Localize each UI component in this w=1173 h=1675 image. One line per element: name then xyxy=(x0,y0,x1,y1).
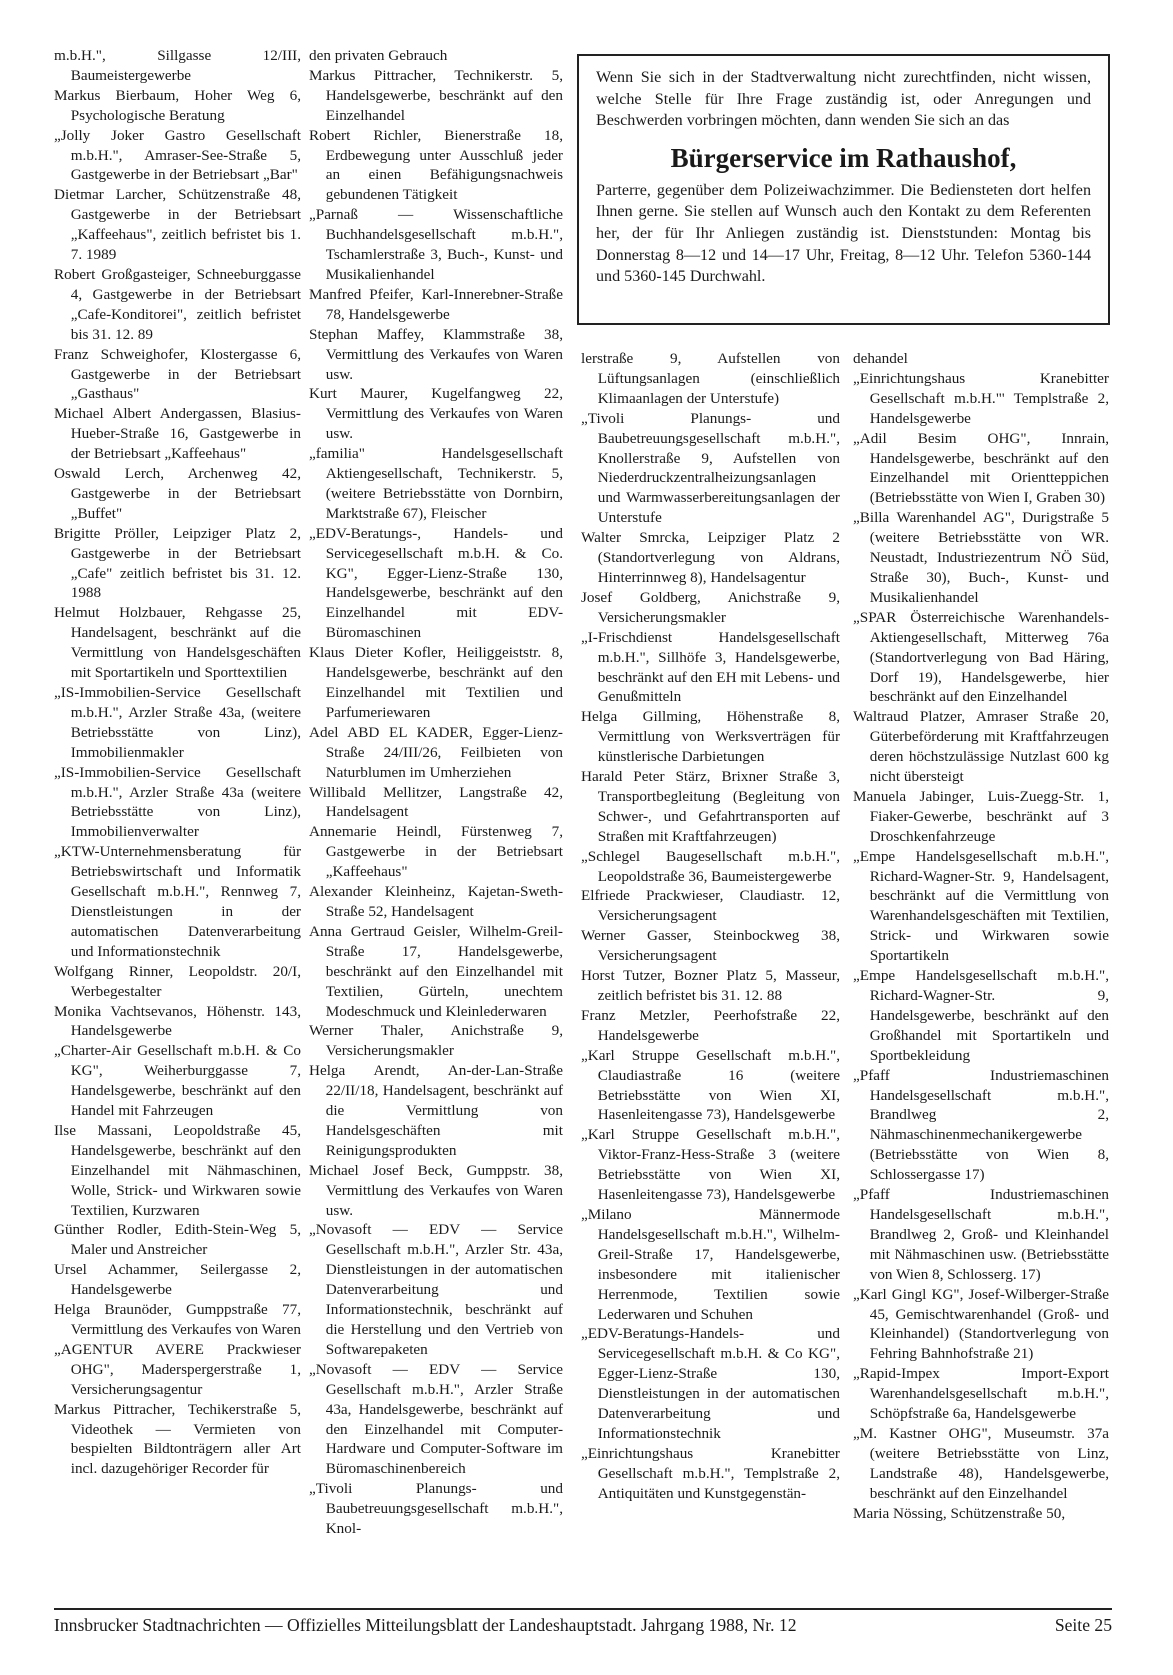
register-entry: „Novasoft — EDV — Service Gesellschaft m.b.H.", Arzler Str. 43a, Dienstleistungen in der automatischen Datenverarbeitung und Informationstechnik, beschränkt auf die Herstellung und den Vertrieb von Softwarepaketen xyxy=(309,1221,563,1358)
register-entry: Klaus Dieter Kofler, Heiliggeiststr. 8, Handelsgewerbe, beschränkt auf den Einzelhandel mit Textilien und Parfumeriewaren xyxy=(309,644,563,721)
register-entry: Franz Metzler, Peerhofstraße 22, Handelsgewerbe xyxy=(581,1006,840,1044)
register-entry: Markus Bierbaum, Hoher Weg 6, Psychologische Beratung xyxy=(54,86,301,124)
register-entry: Michael Albert Andergassen, Blasius-Hueber-Straße 16, Gastgewerbe in der Betriebsart „Kaffeehaus" xyxy=(54,405,301,463)
register-entry: Markus Pittracher, Technikerstr. 5, Handelsgewerbe, beschränkt auf den Einzelhandel xyxy=(309,66,563,124)
page-number: Seite 25 xyxy=(1054,1615,1112,1635)
column-4 xyxy=(853,349,1109,1523)
register-entry: Willibald Mellitzer, Langstraße 42, Handelsagent xyxy=(309,783,563,821)
register-entry: „Pfaff Industriemaschinen Handelsgesellschaft m.b.H.", Brandlweg 2, Groß- und Kleinhandel mit Nähmaschinen usw. (Betriebsstätte von Wien 8, Schlosserg. 17) xyxy=(853,1186,1109,1283)
register-entry: „Billa Warenhandel AG", Durigstraße 5 (weitere Betriebsstätte von WR. Neustadt, Industriezentrum NÖ Süd, Straße 30), Buch-, Kunst- und Musikalienhandel xyxy=(853,509,1109,606)
register-entry: Dietmar Larcher, Schützenstraße 48, Gastgewerbe in der Betriebsart „Kaffeehaus", zeitlich befristet bis 1. 7. 1989 xyxy=(54,186,301,264)
register-entry: Kurt Maurer, Kugelfangweg 22, Vermittlung des Verkaufes von Waren usw. xyxy=(309,385,563,443)
register-entry: „IS-Immobilien-Service Gesellschaft m.b.H.", Arzler Straße 43a, (weitere Betriebsstätte von Linz), Immobilienmakler xyxy=(54,684,301,761)
info-box xyxy=(577,54,1110,325)
register-entry: „Einrichtungshaus Kranebitter Gesellschaft m.b.H.", Templstraße 2, Antiquitäten und Kunstgegenstän- xyxy=(581,1444,840,1502)
register-entry: „Novasoft — EDV — Service Gesellschaft m.b.H.", Arzler Straße 43a, Handelsgewerbe, beschränkt auf den Einzelhandel mit Computer-Hardware und Computer-Software im Büromaschinenbereich xyxy=(309,1360,563,1478)
info-box-heading: Bürgerservice im Rathaushof, xyxy=(670,142,1017,173)
info-box-body: Parterre, gegenüber dem Polizeiwachzimmer. Die Bediensteten dort helfen Ihnen gerne. Sie stellen auf Wunsch auch den Kontakt zu dem Referenten her, der für Ihr Anliegen zuständig ist. Dienststunden: Montag bis Donnerstag 8—12 und 14—17 Uhr, Freitag, 8—12 Uhr. Telefon 5360-144 und 5360-145 Durchwahl. xyxy=(596,181,1091,286)
register-entry: „Karl Gingl KG", Josef-Wilberger-Straße 45, Gemischtwarenhandel (Groß- und Kleinhandel) (Standortverlegung von Fehring Bahnhofstraße 21) xyxy=(853,1285,1109,1363)
register-entry: Werner Thaler, Anichstraße 9, Versicherungsmakler xyxy=(309,1022,563,1060)
register-entry: Adel ABD EL KADER, Egger-Lienz-Straße 24/III/26, Feilbieten von Naturblumen im Umherziehen xyxy=(309,723,563,781)
register-entry: „Schlegel Baugesellschaft m.b.H.", Leopoldstraße 36, Baumeistergewerbe xyxy=(581,847,840,885)
register-entry: Robert Großgasteiger, Schneeburggasse 4, Gastgewerbe in der Betriebsart „Cafe-Konditorei", zeitlich befristet bis 31. 12. 89 xyxy=(54,265,301,343)
register-entry: „EDV-Beratungs-, Handels- und Servicegesellschaft m.b.H. & Co. KG", Egger-Lienz-Straße 130, Handelsgewerbe, beschränkt auf den Einzelhandel mit EDV-Büromaschinen xyxy=(309,524,563,642)
register-entry: dehandel xyxy=(853,350,908,367)
register-entry: Annemarie Heindl, Fürstenweg 7, Gastgewerbe in der Betriebsart „Kaffeehaus" xyxy=(309,823,563,881)
register-entry: Anna Gertraud Geisler, Wilhelm-Greil-Straße 17, Handelsgewerbe, beschränkt auf den Einzelhandel mit Textilien, Gürteln, unechtem Modeschmuck und Kleinlederwaren xyxy=(309,922,563,1020)
register-entry: Wolfgang Rinner, Leopoldstr. 20/I, Werbegestalter xyxy=(54,962,301,1000)
register-entry: Harald Peter Stärz, Brixner Straße 3, Transportbegleitung (Begleitung von Schwer-, und Gefahrtransporten auf Straßen mit Kraftfahrzeugen) xyxy=(581,768,840,845)
register-entry: „I-Frischdienst Handelsgesellschaft m.b.H.", Sillhöfe 3, Handelsgewerbe, beschränkt auf den EH mit Lebens- und Genußmitteln xyxy=(581,628,840,706)
column-1 xyxy=(54,46,301,1479)
register-entry: „Einrichtungshaus Kranebitter Gesellschaft m.b.H."' Templstraße 2, Handelsgewerbe xyxy=(853,369,1109,427)
register-entry: Manuela Jabinger, Luis-Zuegg-Str. 1, Fiaker-Gewerbe, beschränkt auf 3 Droschkenfahrzeuge xyxy=(853,787,1109,845)
register-entry: Helga Gillming, Höhenstraße 8, Vermittlung von Werksverträgen für künstlerische Darbietungen xyxy=(581,708,840,766)
register-entry: „IS-Immobilien-Service Gesellschaft m.b.H.", Arzler Straße 43a (weitere Betriebsstätte von Linz), Immobilienverwalter xyxy=(54,763,301,841)
register-entry: „Jolly Joker Gastro Gesellschaft m.b.H.", Amraser-See-Straße 5, Gastgewerbe in der Betriebsart „Bar" xyxy=(54,126,301,184)
register-entry: „Tivoli Planungs- und Baubetreuungsgesellschaft m.b.H.", Knol- xyxy=(309,1480,563,1538)
register-entry: Horst Tutzer, Bozner Platz 5, Masseur, zeitlich befristet bis 31. 12. 88 xyxy=(581,967,840,1004)
register-entry: „familia" Handelsgesellschaft Aktiengesellschaft, Technikerstr. 5, (weitere Betriebsstätte von Dornbirn, Marktstraße 67), Fleischer xyxy=(309,445,563,522)
register-entry: „EDV-Beratungs-Handels- und Servicegesellschaft m.b.H. & Co KG", Egger-Lienz-Straße 130, Dienstleistungen in der automatischen Datenverarbeitung und Informationstechnik xyxy=(581,1325,840,1442)
register-entry: „Adil Besim OHG", Innrain, Handelsgewerbe, beschränkt auf den Einzelhandel mit Orientteppichen (Betriebsstätte von Wien I, Graben 30) xyxy=(853,429,1109,507)
register-entry: Helga Braunöder, Gumppstraße 77, Vermittlung des Verkaufes von Waren xyxy=(54,1301,301,1338)
register-entry: Maria Nössing, Schützenstraße 50, xyxy=(853,1504,1066,1522)
register-entry: Helmut Holzbauer, Rehgasse 25, Handelsagent, beschränkt auf die Vermittlung von Handelsgeschäften mit Sportartikeln und Sporttextilien xyxy=(54,604,301,682)
register-entry: „KTW-Unternehmensberatung für Betriebswirtschaft und Informatik Gesellschaft m.b.H.", Rennweg 7, Dienstleistungen in der automatischen Datenverarbeitung und Informationstechnik xyxy=(54,843,301,960)
register-entry: Elfriede Prackwieser, Claudiastr. 12, Versicherungsagent xyxy=(581,887,840,925)
register-entry: „Empe Handelsgesellschaft m.b.H.", Richard-Wagner-Str. 9, Handelsagent, beschränkt auf die Vermittlung von Warenhandelsgeschäften mit Textilien, Strick- und Wirkwaren sowie Sportartikeln xyxy=(853,847,1109,965)
register-entry: „M. Kastner OHG", Museumstr. 37a (weitere Betriebsstätte von Linz, Landstraße 48), Handelsgewerbe, beschränkt auf den Einzelhandel xyxy=(853,1424,1109,1502)
register-entry: Oswald Lerch, Archenweg 42, Gastgewerbe in der Betriebsart „Buffet" xyxy=(54,465,301,522)
column-3 xyxy=(581,349,840,1504)
register-entry: „Pfaff Industriemaschinen Handelsgesellschaft m.b.H.", Brandlweg 2, Nähmaschinenmechanikergewerbe (Betriebsstätte von Wien 8, Schlossergasse 17) xyxy=(853,1066,1109,1184)
register-entry: Michael Josef Beck, Gumppstr. 38, Vermittlung des Verkaufes von Waren usw. xyxy=(309,1161,563,1219)
info-box-intro: Wenn Sie sich in der Stadtverwaltung nicht zurechtfinden, nicht wissen, welche Stelle für Ihre Frage zuständig ist, oder Anregungen und Beschwerden vorbringen möchten, dann wenden Sie sich an das xyxy=(596,69,1091,130)
register-entry: „Rapid-Impex Import-Export Warenhandelsgesellschaft m.b.H.", Schöpfstraße 6a, Handelsgewerbe xyxy=(853,1365,1109,1423)
register-entry: Monika Vachtsevanos, Höhenstr. 143, Handelsgewerbe xyxy=(54,1002,301,1040)
register-entry: Stephan Maffey, Klammstraße 38, Vermittlung des Verkaufes von Waren usw. xyxy=(309,325,563,383)
register-entry: „AGENTUR AVERE Prackwieser OHG", Maderspergerstraße 1, Versicherungsagentur xyxy=(54,1340,301,1398)
register-entry: Günther Rodler, Edith-Stein-Weg 5, Maler und Anstreicher xyxy=(54,1221,301,1259)
register-entry: Josef Goldberg, Anichstraße 9, Versicherungsmakler xyxy=(581,588,840,626)
register-entry: „Karl Struppe Gesellschaft m.b.H.", Viktor-Franz-Hess-Straße 3 (weitere Betriebsstätte von Wien XI, Hasenleitengasse 73), Handelsgewerbe xyxy=(581,1126,840,1204)
register-entry: Markus Pittracher, Techikerstraße 5, Videothek — Vermieten von bespielten Bildtonträgern aller Art incl. dazugehöriger Recorder für xyxy=(54,1400,301,1478)
footer-rule xyxy=(54,1608,1112,1610)
register-entry: „Karl Struppe Gesellschaft m.b.H.", Claudiastraße 16 (weitere Betriebsstätte von Wien XI, Hasenleitengasse 73), Handelsgewerbe xyxy=(581,1046,840,1124)
column-2 xyxy=(309,46,563,1539)
register-entry: Walter Smrcka, Leipziger Platz 2 (Standortverlegung von Aldrans, Hinterrinnweg 8), Handelsagentur xyxy=(581,529,840,586)
register-entry: Brigitte Pröller, Leipziger Platz 2, Gastgewerbe in der Betriebsart „Cafe" zeitlich befristet bis 31. 12. 1988 xyxy=(54,524,301,602)
publication-title: Innsbrucker Stadtnachrichten — Offizielles Mitteilungsblatt der Landeshauptstadt. Jahrgang 1988, Nr. 12 xyxy=(54,1615,797,1635)
register-entry: Helga Arendt, An-der-Lan-Straße 22/II/18, Handelsagent, beschränkt auf die Vermittlung von Handelsgeschäften mit Reinigungsprodukten xyxy=(309,1062,563,1159)
register-entry: Werner Gasser, Steinbockweg 38, Versicherungsagent xyxy=(581,927,840,965)
register-entry: „Empe Handelsgesellschaft m.b.H.", Richard-Wagner-Str. 9, Handelsgewerbe, beschränkt auf den Großhandel mit Sportartikeln und Sportbekleidung xyxy=(853,967,1109,1064)
register-entry: Ilse Massani, Leopoldstraße 45, Handelsgewerbe, beschränkt auf den Einzelhandel mit Nähmaschinen, Wolle, Strick- und Wirkwaren sowie Textilien, Kurzwaren xyxy=(54,1121,301,1219)
register-entry: „Charter-Air Gesellschaft m.b.H. & Co KG", Weiherburggasse 7, Handelsgewerbe, beschränkt auf den Handel mit Fahrzeugen xyxy=(54,1042,301,1120)
register-entry: „Tivoli Planungs- und Baubetreuungsgesellschaft m.b.H.", Knollerstraße 9, Aufstellen von Niederdruckzentralheizungsanlagen und Warmwasserbereitungsanlagen der Unterstufe xyxy=(581,409,840,527)
register-entry: Waltraud Platzer, Amraser Straße 20, Güterbeförderung mit Kraftfahrzeugen deren höchstzulässige Nutzlast 600 kg nicht übersteigt xyxy=(853,708,1109,786)
register-entry: „Parnaß — Wissenschaftliche Buchhandelsgesellschaft m.b.H.", Tschamlerstraße 3, Buch-, Kunst- und Musikalienhandel xyxy=(309,206,563,283)
register-entry: lerstraße 9, Aufstellen von Lüftungsanlagen (einschließlich Klimaanlagen der Unterstufe) xyxy=(581,350,840,407)
register-entry: Franz Schweighofer, Klostergasse 6, Gastgewerbe in der Betriebsart „Gasthaus" xyxy=(54,345,301,403)
register-entry: den privaten Gebrauch xyxy=(309,47,448,64)
register-entry: „Milano Männermode Handelsgesellschaft m.b.H.", Wilhelm-Greil-Straße 17, Handelsgewerbe, insbesondere mit italienischer Herrenmode, Textilien sowie Lederwaren und Schuhen xyxy=(581,1205,840,1323)
register-entry: Robert Richler, Bienerstraße 18, Erdbewegung unter Ausschluß jeder an einen Befähigungsnachweis gebundenen Tätigkeit xyxy=(309,126,563,204)
register-entry: m.b.H.", Sillgasse 12/III, Baumeistergewerbe xyxy=(54,47,301,84)
register-entry: Alexander Kleinheinz, Kajetan-Sweth-Straße 52, Handelsagent xyxy=(309,883,563,920)
register-entry: „SPAR Österreichische Warenhandels-Aktiengesellschaft, Mitterweg 76a (Standortverlegung von Bad Häring, Dorf 19), Handelsgewerbe, hier beschränkt auf den Einzelhandel xyxy=(853,608,1109,706)
register-entry: Manfred Pfeifer, Karl-Innerebner-Straße 78, Handelsgewerbe xyxy=(309,285,563,323)
register-entry: Ursel Achammer, Seilergasse 2, Handelsgewerbe xyxy=(54,1261,301,1299)
